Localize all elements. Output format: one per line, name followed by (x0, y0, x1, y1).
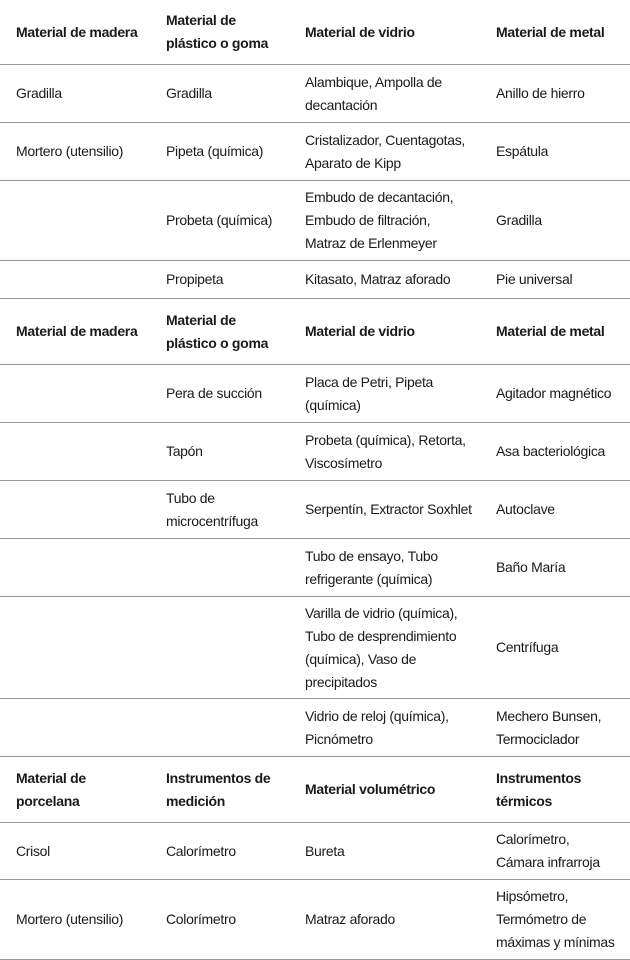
table-cell: Probeta (química) (156, 181, 295, 261)
table-cell: Gradilla (0, 65, 156, 123)
table-cell (0, 699, 156, 757)
table-cell: Hipsómetro, Termómetro de máximas y mínimas (486, 880, 630, 960)
table-cell (0, 261, 156, 299)
header-row (0, 0, 630, 65)
header-row (0, 299, 630, 365)
header-cell: Material de plástico o goma (156, 0, 295, 65)
table-cell: Mortero (utensilio) (0, 880, 156, 960)
table-cell: Calorímetro, Cámara infrarroja (486, 823, 630, 880)
header-cell: Material volumétrico (295, 757, 486, 823)
table-row (0, 123, 630, 181)
table-cell: Bureta (295, 823, 486, 880)
table-cell: Espátula (486, 123, 630, 181)
table-cell: Alambique, Ampolla de decantación (295, 65, 486, 123)
table-cell (156, 597, 295, 699)
table-cell: Anillo de hierro (486, 65, 630, 123)
header-cell: Material de madera (0, 0, 156, 65)
table-cell (0, 181, 156, 261)
table-cell: Mortero (utensilio) (0, 123, 156, 181)
table-cell: Agitador magnético (486, 365, 630, 423)
table-cell: Tapón (156, 423, 295, 481)
table-cell (0, 423, 156, 481)
table-cell (0, 597, 156, 699)
table-cell: Propipeta (156, 261, 295, 299)
table-row (0, 823, 630, 880)
header-cell: Material de madera (0, 299, 156, 365)
header-cell: Material de metal (486, 299, 630, 365)
table-cell: Crisol (0, 823, 156, 880)
table-cell: Matraz aforado (295, 880, 486, 960)
header-cell: Material de vidrio (295, 299, 486, 365)
table-cell: Varilla de vidrio (química), Tubo de desprendimiento (química), Vaso de precipitados (295, 597, 486, 699)
table-cell: Pera de succión (156, 365, 295, 423)
header-cell: Material de plástico o goma (156, 299, 295, 365)
header-cell: Material de porcelana (0, 757, 156, 823)
table-cell: Mechero Bunsen, Termociclador (486, 699, 630, 757)
table-cell: Asa bacteriológica (486, 423, 630, 481)
table-row (0, 365, 630, 423)
table-cell (0, 365, 156, 423)
table-cell: Serpentín, Extractor Soxhlet (295, 481, 486, 539)
header-row (0, 757, 630, 823)
table-cell: Pipeta (química) (156, 123, 295, 181)
table-cell: Baño María (486, 539, 630, 597)
table-cell: Vidrio de reloj (química), Picnómetro (295, 699, 486, 757)
table-cell (156, 699, 295, 757)
table-row (0, 65, 630, 123)
table-cell: Gradilla (486, 181, 630, 261)
header-cell: Instrumentos de medición (156, 757, 295, 823)
table-cell: Centrífuga (486, 597, 630, 699)
table-cell: Embudo de decantación, Embudo de filtración, Matraz de Erlenmeyer (295, 181, 486, 261)
table-cell: Autoclave (486, 481, 630, 539)
table-cell: Colorímetro (156, 880, 295, 960)
header-cell: Instrumentos térmicos (486, 757, 630, 823)
table-cell (156, 539, 295, 597)
table-cell: Gradilla (156, 65, 295, 123)
table-cell: Cristalizador, Cuentagotas, Aparato de Kipp (295, 123, 486, 181)
table-cell: Pie universal (486, 261, 630, 299)
table-cell: Probeta (química), Retorta, Viscosímetro (295, 423, 486, 481)
table-cell: Calorímetro (156, 823, 295, 880)
table-row (0, 423, 630, 481)
table-row (0, 539, 630, 597)
table-cell: Placa de Petri, Pipeta (química) (295, 365, 486, 423)
table-cell: Kitasato, Matraz aforado (295, 261, 486, 299)
table-row (0, 699, 630, 757)
table-cell (0, 539, 156, 597)
table-row (0, 261, 630, 299)
table-cell (0, 481, 156, 539)
table-row (0, 597, 630, 699)
table-cell: Tubo de microcentrífuga (156, 481, 295, 539)
table-cell: Tubo de ensayo, Tubo refrigerante (química) (295, 539, 486, 597)
table-row (0, 880, 630, 960)
table-row (0, 481, 630, 539)
table-row (0, 181, 630, 261)
header-cell: Material de metal (486, 0, 630, 65)
header-cell: Material de vidrio (295, 0, 486, 65)
